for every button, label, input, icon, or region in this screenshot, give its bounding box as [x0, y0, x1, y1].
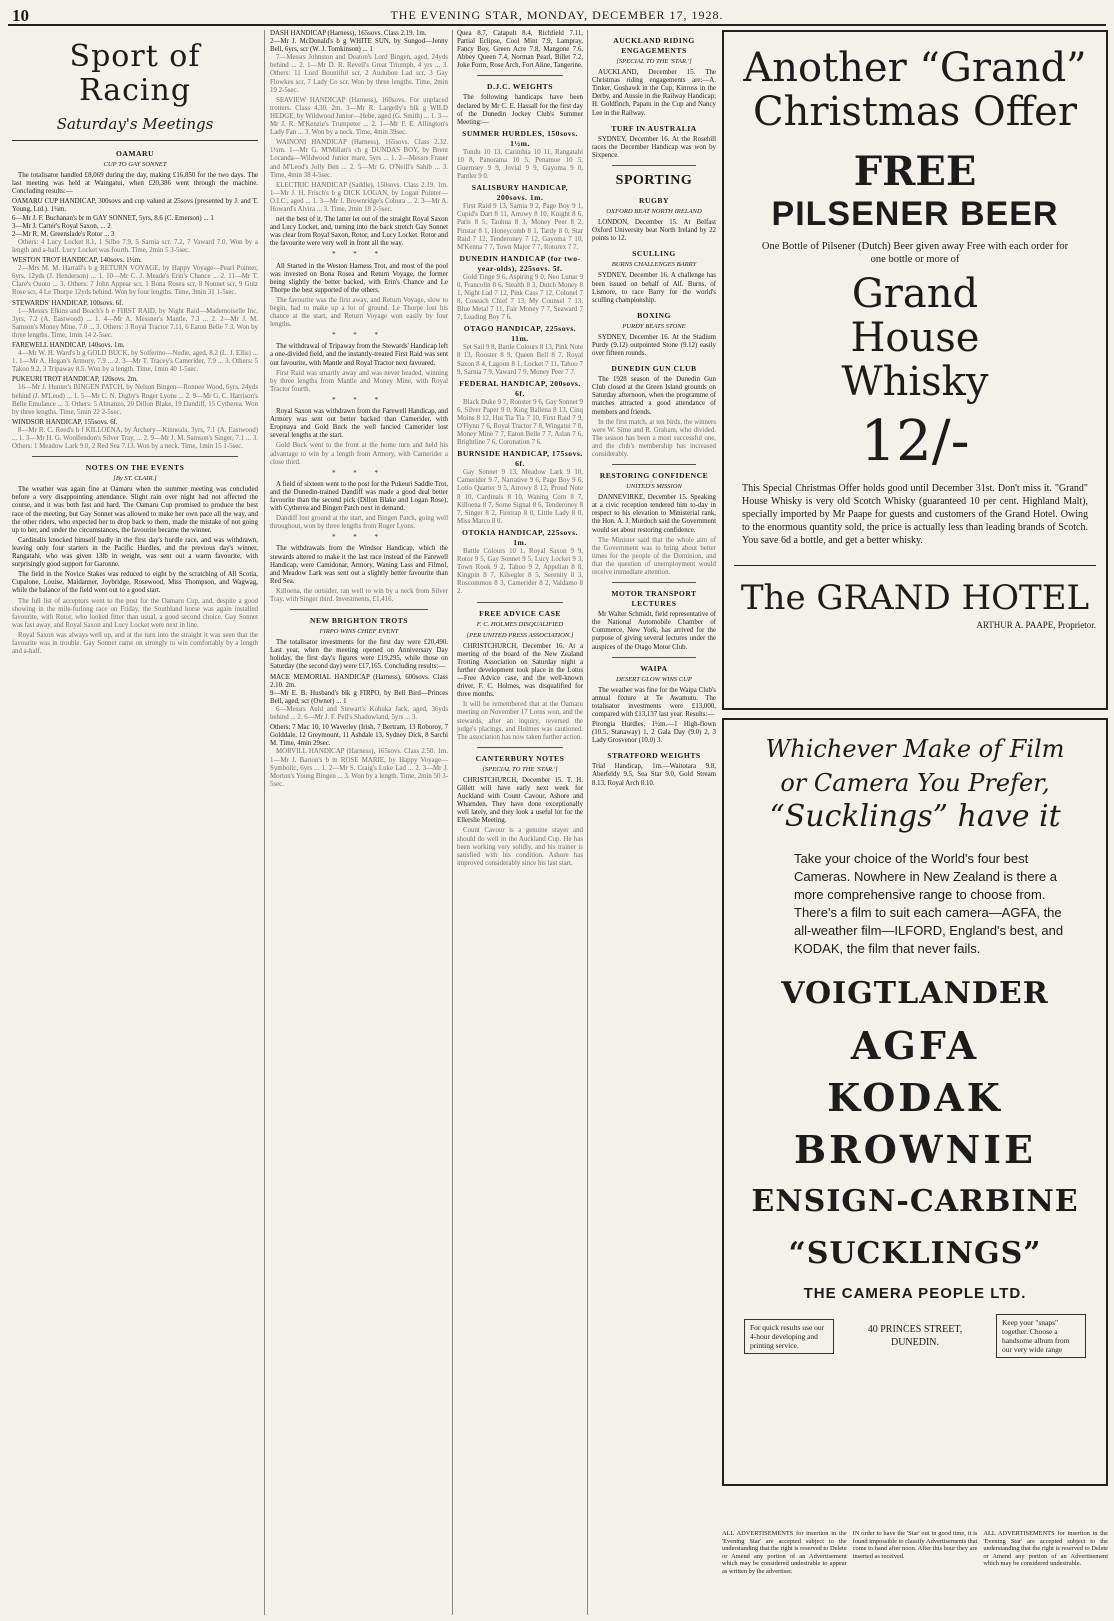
ad-brand-name: AGFA — [850, 1023, 980, 1068]
advice-case-subheading: F. C. HOLMES DISQUALIFIED — [476, 620, 564, 628]
ad-brand-name: ENSIGN-CARBINE — [751, 1184, 1079, 1219]
notes-byline: [By ST. CLAIR.] — [113, 475, 157, 483]
weights-list: Quea 8.7, Catapult 8.4, Richfield 7.11, Partial Eclipse, Cool Mint 7.9, Lampray, Fancy Boy, Green Acre 7.8, Mangone 7.6, Abbey Queen 7.4, Norman Pearl, Billet 7.2, Joke Form, Rose Arch, Fort Aline, Tangerine. — [457, 30, 583, 70]
section-stars: * * * — [332, 534, 386, 542]
report-paragraph: The withdrawal of Tripaway from the Stewards' Handicap left a one-divided field, and the instantly-treated First Raid was sent out favourite, with Mantle and Royal Tractor next favoured. — [270, 343, 448, 367]
advertisement-column — [722, 30, 1108, 1486]
ad-address-street: 40 PRINCES STREET, — [867, 1324, 963, 1335]
rugby-subheading: OXFORD BEAT NORTH IRELAND — [606, 207, 702, 215]
results-block: 4—Mr W. H. Ward's b g GOLD BUCK, by Solferino—Nudie, aged, 8.2 (L. J. Ellis) ... 1. 1—Mr A. Hogan's Armory, 7.9 ... 2. 3—Mr T. Tracey's Camerider, 7.9 ... 3. Others: 5 Takoo 9.2, 3 Tripaway 8.5. Won by a length. Time, 1min 40 1-5sec. — [12, 350, 258, 374]
saturday-meetings-subtitle: Saturday's Meetings — [12, 114, 258, 141]
page-number: 10 — [12, 6, 29, 25]
ad-headline: Christmas Offer — [753, 89, 1077, 135]
column-divider — [612, 582, 696, 583]
new-brighton-others: Others: 7 Mac 10, 10 Waverley (Irish, 7 Bertram, 13 Roboroy, 7 Golddale, 12 Greymount, 11 Ashdale 13, Sydney Dick, 8 Sarchi M. Time, 4min 29sec. — [270, 724, 448, 748]
farewell-race: FAREWELL HANDICAP, 140sovs. 1m. — [12, 341, 125, 349]
sculling-subheading: BURNS CHALLENGES BARRY — [611, 261, 697, 269]
ad-product-name: Whisky — [841, 359, 989, 405]
ad-product-name: House — [850, 315, 980, 361]
ad-hotel-name: The GRAND HOTEL — [734, 565, 1096, 618]
ad-offer-text: One Bottle of Pilsener (Dutch) Beer given away Free with each order for one bottle or more of — [761, 241, 1069, 265]
column-divider — [612, 165, 696, 166]
results-block: 8—Mr R. C. Reed's b f KILLOENA, by Archery—Kinneala, 3yrs, 7.1 (A. Eastwood) ... 1. 3—Mr H. G. Woolfendon's Silver Tray, ... 2. 9—Mr J. M. Samson's Singer, 7.1 ... 3. Others: 1 Meadow Lark 9.0, 2 Red Sea 7.13. Won by a neck. Time, 1min 15 1-5sec. — [12, 426, 258, 451]
advice-case-paragraph: CHRISTCHURCH, December 16. At a meeting of the board of the New Zealand Trotting Association on Saturday night a further development took place in the Lotus—Free Advice case, and the well-known driver, F. C. Holmes, was disqualified for three months. — [457, 642, 583, 699]
boxing-paragraph: SYDNEY, December 16. At the Stadium Purdy (9.12) outpointed Stone (9.12) easily over fifteen rounds. — [592, 333, 716, 358]
column-rule — [587, 30, 588, 1615]
ad-product-name: Grand — [851, 271, 979, 317]
results-block: SEAVIEW HANDICAP (Harness), 160sovs. For unplaced trotters. Class 4.30. 2m. 3—Mr R. Largelly's blk g WILD HEDGE, by Wildwood Junior—Hebe, aged (G. Smith) ... 1. 3—Mr J. R. M'Kenzie's Trumpeter ... 2. 1—Mr F. E. Allington's Lady Fan ... 3. Won by a neck. Time, 4min 39sec. — [270, 96, 448, 137]
weights-list: Tondu 10 13, Carinthia 10 11, Rangatahi 10 8, Panorama 10 5, Penamoe 10 5, Guernsey 9 9, Jovial 9 9, Gayoma 9 0, Pantler 9 0. — [457, 148, 583, 181]
gun-club-paragraph: The 1928 season of the Dunedin Gun Club closed at the Green Island grounds on Saturday afternoon, when the programme of matches attracted a good attendance of members and friends. — [592, 376, 716, 416]
section-stars: * * * — [332, 332, 386, 340]
ad-body-text: Take your choice of the World's four best Cameras. Nowhere in New Zealand is there a more comprehensive range to choose from. There's a film to suit each camera—AGFA, the all-weather film—ILFORD, England's best, and KODAK, the film that never fails. — [794, 851, 1064, 956]
weights-list: Gold Tinge 9 6, Aspiring 9 0, Neo Lunar 9 0, Francolin 8 6, Stealth 8 3, Dutch Money 8 1, Night Lad 7 12, Pink Cass 7 12, Colonel 7 8, Coseach Chief 7 13, My Counsel 7 13, Blue Metal 7 11, Fair Money 7 7, Seaward 7 7, Leading Boy 7 6. — [457, 273, 583, 322]
ad-footer — [744, 1314, 1086, 1358]
weights-list: Gay Sonnet 9 13, Meadow Lark 9 10, Camerider 9 7, Narrative 9 6, Page Boy 9 6, Lotio Quarter 9 5, Arrowy 8 12, Proud Note 8 10, Cardinals 8 10, Waning Corn 8 7, Killoena 8 7, Some Signal 8 6, Tenderoney 8 7, Singer 8 2, Firetrap 8 0, Little Lady 8 0, Miss Marco 8 0. — [457, 469, 583, 525]
section-stars: * * * — [332, 396, 386, 404]
ad-pilsener-label: PILSENER BEER — [771, 195, 1059, 233]
ad-price: 12/- — [860, 409, 970, 474]
canterbury-byline: [SPECIAL TO THE 'STAR.'] — [482, 765, 558, 773]
gun-club-paragraph: In the first match, at ten birds, the winners were W. Sime and R. Graham, who divided. The season has been a most successful one, and the club's membership has increased considerably. — [592, 418, 716, 458]
weights-list: First Raid 9 13, Sarnia 9 2, Page Boy 9 1, Cupid's Dart 8 11, Arrowy 8 10, Knight 8 6, Paris 8 5, Tauhua 8 3, Money Peer 8 2, Pinstar 8 1, Honeycomb 8 1, Tardy 8 0, Star Raid 7 12, Tenderoney 7 12, Gayoma 7 10, M'Kenna 7 7, Town Major 7 7, Rotorex 7 7. — [457, 203, 583, 251]
ad-album-box: Keep your "snaps" together. Choose a handsome album from our very wide range — [996, 1314, 1086, 1358]
ad-body-text: This Special Christmas Offer holds good until December 31st. Don't miss it. "Grand" House Whisky is very old Scotch Whisky (guaranteed 10 per cent. Highland Malt), specially imported by Mr Paape for guests and customers of the Grand Hotel. Owing to the enormous quantity sold, the price is actually less than leading brands of Scotch. You save 6d a bottle, and get a better whisky. — [742, 483, 1088, 546]
new-brighton-subheading: FIRPO WINS CHIEF EVENT — [319, 628, 399, 636]
stewards-race: STEWARDS' HANDICAP, 100sovs. 6f. — [12, 299, 124, 307]
rugby-heading: RUGBY — [639, 195, 669, 205]
waipa-heading: WAIPA — [640, 663, 668, 673]
advice-case-heading: FREE ADVICE CASE — [479, 608, 561, 618]
dash-first: 2—Mr J. McDonald's b g WHITE SUN, by Sungod—Jenny Bell, 6yrs, scr (W. J. Tomkinson) ... 1 — [270, 38, 448, 54]
report-paragraph: Royal Saxon was withdrawn from the Farewell Handicap, and Armory was sent out better backed than Camerider, with Eropnaya and Gold Buck the well fancied Camerider lost several lengths at the start. — [270, 408, 448, 440]
column-divider — [612, 657, 696, 658]
notes-paragraph: The weather was again fine at Oamaru when the summer meeting was concluded before a very disappointing attendance. Slight rain over night had not affected the course, and it was both fast and hard. The Oamaru Cup promised to produce the best race of the meeting, but Gay Sonnet was allowed to make her own pace all the way, and the other riders, who expected her to drop back to them, made the mistake of not going up to her, and under the circumstances, the favourite became the winner. — [12, 486, 258, 534]
ad-developing-box: For quick results use our 4-hour developing and printing service. — [744, 1319, 834, 1354]
sucklings-advertisement — [722, 718, 1108, 1486]
column-divider — [290, 609, 428, 610]
advice-case-credit: [PER UNITED PRESS ASSOCIATION.] — [466, 631, 574, 639]
weights-list: Battle Colours 10 1, Royal Saxon 9 9, Rotor 9 5, Gay Sonnet 9 5, Lucy Locket 9 3, Town Rook 9 2, Tahoo 9 2, Appelian 8 8, Kingpin 8 7, Kilsegler 8 5, Serenity 8 3, Roscommon 8 3, Camerider 8 2, Valdamo 8 2. — [457, 547, 583, 596]
auckland-byline: [SPECIAL TO THE 'STAR.'] — [616, 58, 692, 65]
boxing-heading: BOXING — [637, 310, 671, 320]
stratford-heading: STRATFORD WEIGHTS — [607, 751, 701, 761]
dunedin-handicap: DUNEDIN HANDICAP (for two-year-olds), 225sovs. 5f. — [459, 253, 581, 273]
ad-headline: Another “Grand” — [743, 45, 1087, 91]
newspaper-title: THE EVENING STAR, MONDAY, DECEMBER 17, 1928. — [390, 8, 724, 22]
weston-race: WESTON TROT HANDICAP, 140sovs. 1½m. — [12, 257, 142, 265]
notes-paragraph: Royal Saxon was always well up, and at the turn into the straight it was seen that the favourite was in trouble. Gay Sonnet came on strongly to win comfortably by a length and a-half. — [12, 631, 258, 656]
ad-brand-name: BROWNIE — [794, 1127, 1036, 1172]
ad-free-label: FREE — [853, 148, 977, 195]
gun-club-heading: DUNEDIN GUN CLUB — [611, 364, 697, 374]
ad-proprietor: ARTHUR A. PAAPE, Proprietor. — [976, 620, 1096, 630]
report-paragraph: The favourite was the first away, and Return Voyage, slow to begin, had to make up a lot of ground. Le Thorpe lost his chance at the start, and Return Voyage won easily by four lengths. — [270, 296, 448, 329]
pukeuri-race: PUKEURI TROT HANDICAP, 120sovs. 2m. — [12, 376, 138, 384]
oamaru-first: 6—Mr J. F. Buchanan's br m GAY SONNET, 5yrs, 8.6 (C. Emerson) ... 1 — [12, 214, 214, 222]
results-block: ELECTRIC HANDICAP (Saddle), 150sovs. Class 2.19. 1m. 1—Mr J. H. Frisch's b g DICK LOGAN, by Logan Pointer—O.I.C., aged ... 1. 3—Mr J. Brownridge's Cobura ... 2. 3—Mr A. Howard's Alvira ... 3. Time, 2min 18 2-5sec. — [270, 181, 448, 213]
ad-brand-name: “SUCKLINGS” — [788, 1236, 1042, 1271]
mace-race: MACE MEMORIAL HANDICAP (Harness), 600sovs. Class 2.10. 2m. — [270, 673, 448, 689]
section-stars: * * * — [332, 469, 386, 477]
ad-company-name: THE CAMERA PEOPLE LTD. — [803, 1285, 1027, 1302]
canterbury-paragraph: Count Cavour is a genuine stayer and should do well in the Auckland Cup. He has been working very solidly, and his trainer is satisfied with his condition. Ashore has improved considerably since his last start. — [457, 827, 583, 867]
notes-paragraph: The field in the Novice Stakes was reduced to eight by the scratching of All Scotia, Cupalone, Louise, Maidanner, Joybridge, Rosewood, Miss Thompson, and Wagwag, while the balance of the field went out to a good start. — [12, 571, 258, 595]
results-block: 1—Messrs Elkins and Beach's b e FIRST RAID, by Night Raid—Mademoiselle Inc, 3yrs, 7.2 (A. Eastwood) ... 1. 4—Mr A. Messner's Mantle, 7.3 ... 2. 2—Mr J. M. Samson's Money Mine, 7.0 ... 3. Others: 3 Royal Tractor 7.11, 6 Eaton Belle 7.3. Won by three lengths. Time, 1min 14 2-5sec. — [12, 307, 258, 339]
section-stars: * * * — [332, 251, 386, 259]
masthead — [8, 4, 1106, 26]
new-brighton-intro: The totalisator investments for the first day were £20,490. Last year, when the meeting opened on Anniversary Day holiday, the first day's figures were £19,295, while those on Saturday (the second day) were £17,165. Concluding results:— — [270, 639, 448, 671]
oamaru-cup-race: OAMARU CUP HANDICAP, 300sovs and cup valued at 25sovs (presented by J. and T. Young, Ltd.). 1¼m. — [12, 198, 258, 214]
notes-paragraph: Cardinalis knocked himself badly in the first day's hurdle race, and was withdrawn, leaving only four starters in the Pacific Hurdles, and the previous day's winner, Rangatahi, who was given 13lb in weight, was sent out a warm favourite, with surprisingly good support for Garonne. — [12, 536, 258, 569]
oamaru-third: 2—Mr R. M. Greenslade's Rotor ... 3 — [12, 230, 115, 238]
sporting-heading: SPORTING — [615, 172, 693, 188]
restoring-confidence-subheading: UNITED'S MISSION — [626, 483, 682, 491]
ad-headline: Whichever Make of Film — [765, 735, 1065, 763]
turf-paragraph: SYDNEY, December 16. At the Rosehill races the December Handicap was won by Sixpence. — [592, 135, 716, 159]
boxing-subheading: PURDY BEATS STONE — [622, 322, 686, 330]
report-paragraph: The withdrawals from the Windsor Handicap, which the stewards altered to make it the last race instead of the Farewell Handicap, were Camidonar, Armory, Waning Lass and Filmol, and Meadow Lark was sent out a slightly better favourite than Red Sea. — [270, 545, 448, 585]
waipa-results: Pirongia Hurdles, 1½m.—1 High-flown (10.5, Stanaway) 1, 2 Gala Day (9.0) 2, 3 Lady Grosvenor (10.0) 3. — [592, 721, 716, 745]
report-paragraph: Killoena, the outsider, ran well to win by a neck from Silver Tray, with Singer third. Investments, £1,416. — [270, 587, 448, 603]
notice-text: ALL ADVERTISEMENTS for insertion in the 'Evening Star' are accepted subject to the understanding that the right is reserved to Delete or Amend any portion of an Advertisement which may be considered undesirable to appear as written by the advertiser. — [722, 1530, 847, 1575]
column-divider — [477, 747, 563, 748]
cup-subheading: CUP TO GAY SONNET — [103, 161, 167, 168]
ad-brand-name: KODAK — [827, 1075, 1003, 1120]
column-divider — [477, 75, 563, 76]
waipa-paragraph: The weather was fine for the Waipa Club's annual fixture at Te Awamutu. The totalisator investments were £13,000, compared with £13,137 last year. Results:— — [592, 686, 716, 718]
column-weights — [457, 30, 583, 1615]
ad-address — [868, 1323, 963, 1349]
ad-brand-name: VOIGTLANDER — [781, 976, 1049, 1011]
new-brighton-heading: NEW BRIGHTON TROTS — [309, 616, 409, 626]
results-block: WAINONI HANDICAP (Harness), 165sovs. Class 2.32. 1¼m. 1—Mr G. M'Millan's ch g DUNDAS BOY, by Brent Locanda—Wildwood Junior mare, 5yrs ... 1. 2—Messrs Fraser and M'Leod's Jolly Ben ... 2. 5—Mr G. O'Neill's Sahib ... 3. Time, 4min 38 4-5sec. — [270, 139, 448, 179]
motor-lectures-heading: MOTOR TRANSPORT LECTURES — [611, 589, 697, 609]
oamaru-heading: OAMARU — [115, 149, 154, 158]
turf-heading: TURF IN AUSTRALIA — [611, 123, 697, 133]
waipa-subheading: DESERT GLOW WINS CUP — [616, 675, 692, 683]
federal-handicap: FEDERAL HANDICAP, 200sovs. 6f. — [459, 378, 581, 398]
notes-heading: NOTES ON THE EVENTS — [85, 463, 185, 473]
weights-list: Set Sail 9 8, Battle Colours 8 13, Pink Note 8 13, Rooster 8 9, Queen Bell 8 7, Royal Saxon 8 4, Lagoon 8 1, Locket 7 11, Tahoo 7 9, Sarnia 7 9, Vaward 7 9, Money Peer 7 7. — [457, 344, 583, 376]
stratford-weights: Trial Handicap, 1m.—Waitotara 9.8, Aberfeldy 9.5, Sea Star 9.0, Gold Stream 8.13, Royal Arch 8.10. — [592, 763, 716, 787]
grand-hotel-advertisement — [722, 30, 1108, 710]
results-block: MORVILL HANDICAP (Harness), 165sovs. Class 2.50. 1m. 1—Mr J. Barton's b m ROSE MARIE, by Happy Voyage—Symbolic, 6yrs ... 1. 2—Mr S. Craig's Luke Lad ... 2. 3—Mr J. Morton's Young Bingen ... 3. Won by a length. Time, 2min 50 3-5sec. — [270, 748, 448, 788]
salisbury-handicap: SALISBURY HANDICAP, 200sovs. 1m. — [471, 183, 569, 203]
windsor-race: WINDSOR HANDICAP, 155sovs. 6f. — [12, 418, 118, 426]
notes-paragraph: The full list of acceptors went to the post for the Oamaru Cup, and, despite a good showing in the mile-furlong race on Friday, the Southland horse was again installed favourite, with Rotor, who looked fitter than usual, a good second choice. Gay Sonnet was fast away, and Royal Saxon and Lucy Locket were next in line. — [12, 597, 258, 629]
column-divider — [477, 602, 563, 603]
results-block: 2—Mrs M. M. Harrall's b g RETURN VOYAGE, by Happy Voyage—Pearl Pointer, 6yrs, 12yds (J. Henderson) ... 1. 10—Mr C. J. Meade's Erin's Chance ... 2. 11—Mr T. Clare's Ouoto ... 3. Others: 7 John Appear scr, 1 Bona Rosea scr, 8 Nonnet scr, 9 Guiz Rose scr, 4 Le Thorpe 12yds behind. Won by four lengths. Time, 3min 31 1-5sec. — [12, 265, 258, 297]
report-paragraph: Gold Buck went to the front at the home turn and held his advantage to win by a length from Armory, with Camerider a close third. — [270, 442, 448, 466]
column-rule — [264, 30, 265, 1615]
report-paragraph: Dandiff lost ground at the start, and Bingen Patch, going well throughout, won by three lengths from Roger Lyons. — [270, 515, 448, 531]
column-results — [270, 30, 448, 1615]
column-rule — [452, 30, 453, 1615]
column-sporting — [592, 30, 716, 1615]
djc-heading: D.J.C. WEIGHTS — [487, 82, 553, 92]
canterbury-heading: CANTERBURY NOTES — [475, 753, 565, 763]
sport-of-racing-title: Sport of Racing — [69, 39, 201, 108]
auckland-paragraph: AUCKLAND, December 15. The Christmas riding engagements are:—A. Tinker, Goshawk in the Cup, Kinross in the Derby, and Aussie in the Railway Handicap; H. Goldfinch, Papatu in the Cup and Nancy Lee in the Railway. — [592, 69, 716, 117]
otago-handicap: OTAGO HANDICAP, 225sovs. 11m. — [463, 324, 577, 344]
ad-address-city: DUNEDIN. — [890, 1337, 940, 1348]
column-divider — [32, 456, 238, 457]
restoring-confidence-paragraph: DANNEVIRKE, December 15. Speaking at a civic reception tendered him to-day in respect to his elevation to Ministerial rank, the Hon. A. J. Murdoch said the Government would set about restoring confidence. — [592, 494, 716, 534]
notice-text: ALL ADVERTISEMENTS for insertion in the 'Evening Star' are accepted subject to the understanding that the right is reserved to Delete or Amend any portion of an Advertisement which may be considered undesirable. — [983, 1530, 1109, 1568]
burnside-handicap: BURNSIDE HANDICAP, 175sovs. 6f. — [457, 449, 583, 469]
oamaru-second: 3—Mr J. Carter's Royal Saxon, ... 2 — [12, 222, 111, 230]
rugby-paragraph: LONDON, December 15. At Belfast Oxford University beat North Ireland by 22 points to 12. — [592, 219, 716, 243]
restoring-confidence-heading: RESTORING CONFIDENCE — [599, 471, 709, 481]
results-block: 7—Messrs Johnston and Deaton's Lord Bingen, aged, 24yds behind ... 2. 1—Mr D. R. Revell's Great Triumph, 4 yrs ... 3. Others: 11 Lord Bountiful scr, 2 Audubon Lad scr, 3 Gay Flowkes scr, 7 Lady Co scr. Won by three lengths. Time, 2min 19 2-5sec. — [270, 54, 448, 94]
oamaru-intro: The totalisator handled £8,069 during the day, making £16,850 for the two days. The last meeting was held at Waingatui, when £20,386 went through the machine. Concluding results:— — [12, 172, 258, 196]
restoring-confidence-paragraph: The Minister said that the whole aim of the Government was to bring about better times for the people of the Dominion, and that the question of unemployment would receive immediate attention. — [592, 536, 716, 577]
results-block: Others: 4 Lucy Locket 8.1, 1 Silbo 7.9, 5 Sarnia scr. 7.2, 7 Vaward 7.0. Won by a length and a-half. Lucy Locket was fourth. Time, 2min 5 3-5sec. — [12, 238, 258, 254]
results-block: 6—Messrs Auld and Stewart's Kohuka Jack, aged, 36yds behind ... 2. 6—Mr J. F. Pell's Shadowland, 5yrs ... 3. — [270, 705, 448, 722]
ad-headline: or Camera You Prefer, — [780, 769, 1050, 797]
notice-text: IN order to have the 'Star' out in good time, it is found impossible to classify Advertisements that come to hand after noon. After this hour they are inserted as received. — [852, 1530, 978, 1560]
report-paragraph: net the best of it. The latter let out of the straight Royal Saxon and Lucy Locket, and, turning into the back stretch Gay Sonnet was clear from Royal Saxon, Rotor, and Lucy Locket. Rotor and the favourite were very well in front all the way. — [270, 216, 448, 248]
report-paragraph: All Started in the Weston Harness Trot, and most of the pool was invested on Bona Rosea and Return Voyage, the former being slightly the better backed, with Erin's Chance and Le Thorpe the best supported of the others. — [270, 262, 448, 294]
report-paragraph: First Raid was smartly away and was never headed, winning by three lengths from Mantle and Money Mine, with Royal Tractor fourth. — [270, 369, 448, 393]
djc-intro: The following handicaps have been declared by Mr C. E. Hassall for the first day of the Dunedin Jockey Club's Summer Meeting:— — [457, 94, 583, 126]
otokia-handicap: OTOKIA HANDICAP, 225sovs. 1m. — [462, 527, 578, 547]
sculling-heading: SCULLING — [632, 249, 676, 259]
summer-hurdles: SUMMER HURDLES, 150sovs. 1½m. — [462, 128, 578, 148]
canterbury-paragraph: CHRISTCHURCH, December 15. T. H. Gillett will have early next week for Auckland with Count Cavour, Ashore and Wharnden. They have done exceptionally well lately, and they look a useful lot for the Ellerslie Meeting. — [457, 776, 583, 825]
weights-list: Black Duke 9 7, Rooster 9 6, Gay Sonnet 9 6, Silver Paper 9 0, King Ballena 8 13, Cinq Moins 8 12, Hui Tia Tia 7 10, First Raid 7 9, O'Flynn 7 6, Royal Tractor 7 8, Wingatui 7 8, Money Mine 7 7, Eaton Belle 7 7, Aslan 7 6, Brightline 7 6, Coronation 7 6. — [457, 398, 583, 447]
auckland-heading: AUCKLAND RIDING ENGAGEMENTS — [613, 36, 695, 55]
sculling-paragraph: SYDNEY, December 16. A challenge has been issued on behalf of Alf. Burns, of Lismore, to race Barry for the world's sculling championship. — [592, 272, 716, 304]
mace-first: 9—Mr E. B. Husband's blk g FIRPO, by Bell Bird—Princes Bell, aged, scr (Owner) ... 1 — [270, 689, 448, 705]
column-divider — [612, 464, 696, 465]
column-racing — [12, 30, 258, 1615]
results-block: 16—Mr J. Hunter's BINGEN PATCH, by Nelson Bingen—Ronnee Wood, 6yrs, 24yds behind (J. M'Leod) ... 1. 5—Mr C. N. Digby's Roger Lyons ... 2. 9—Mr G. C. Harrison's Belle Emulance ... 3. Others: 5 Almanzo, 20 Dillon Blake, 19 Dandiff, 15 Cytherea. Won by three lengths. Time, 5min 22 2-5sec. — [12, 384, 258, 416]
advertisement-notices — [722, 1530, 1108, 1576]
ad-headline: “Sucklings” have it — [769, 799, 1061, 834]
motor-lectures-paragraph: Mr Walter Schmidt, field representative of the National Automobile Chamber of Commerce, New York, has arrived for the purpose of giving several lectures under the auspices of the Otago Motor Club. — [592, 611, 716, 651]
dash-race: DASH HANDICAP (Harness), 165sovs. Class 2.19. 1m. — [270, 30, 427, 37]
report-paragraph: A field of sixteen went to the post for the Pukeuri Saddle Trot, and the Dunedin-trained Dandiff was made a good deal better favourite than the second pick (Dillon Blake and Logan Rose), with Cytherea and Bingen Patch next in demand. — [270, 480, 448, 513]
advice-case-paragraph: It will be remembered that at the Oamaru meeting on November 17 Lotus won, and the stewards, after an inquiry, reversed the judge's placings, and Holmes was cautioned. The association has now taken further action. — [457, 701, 583, 741]
